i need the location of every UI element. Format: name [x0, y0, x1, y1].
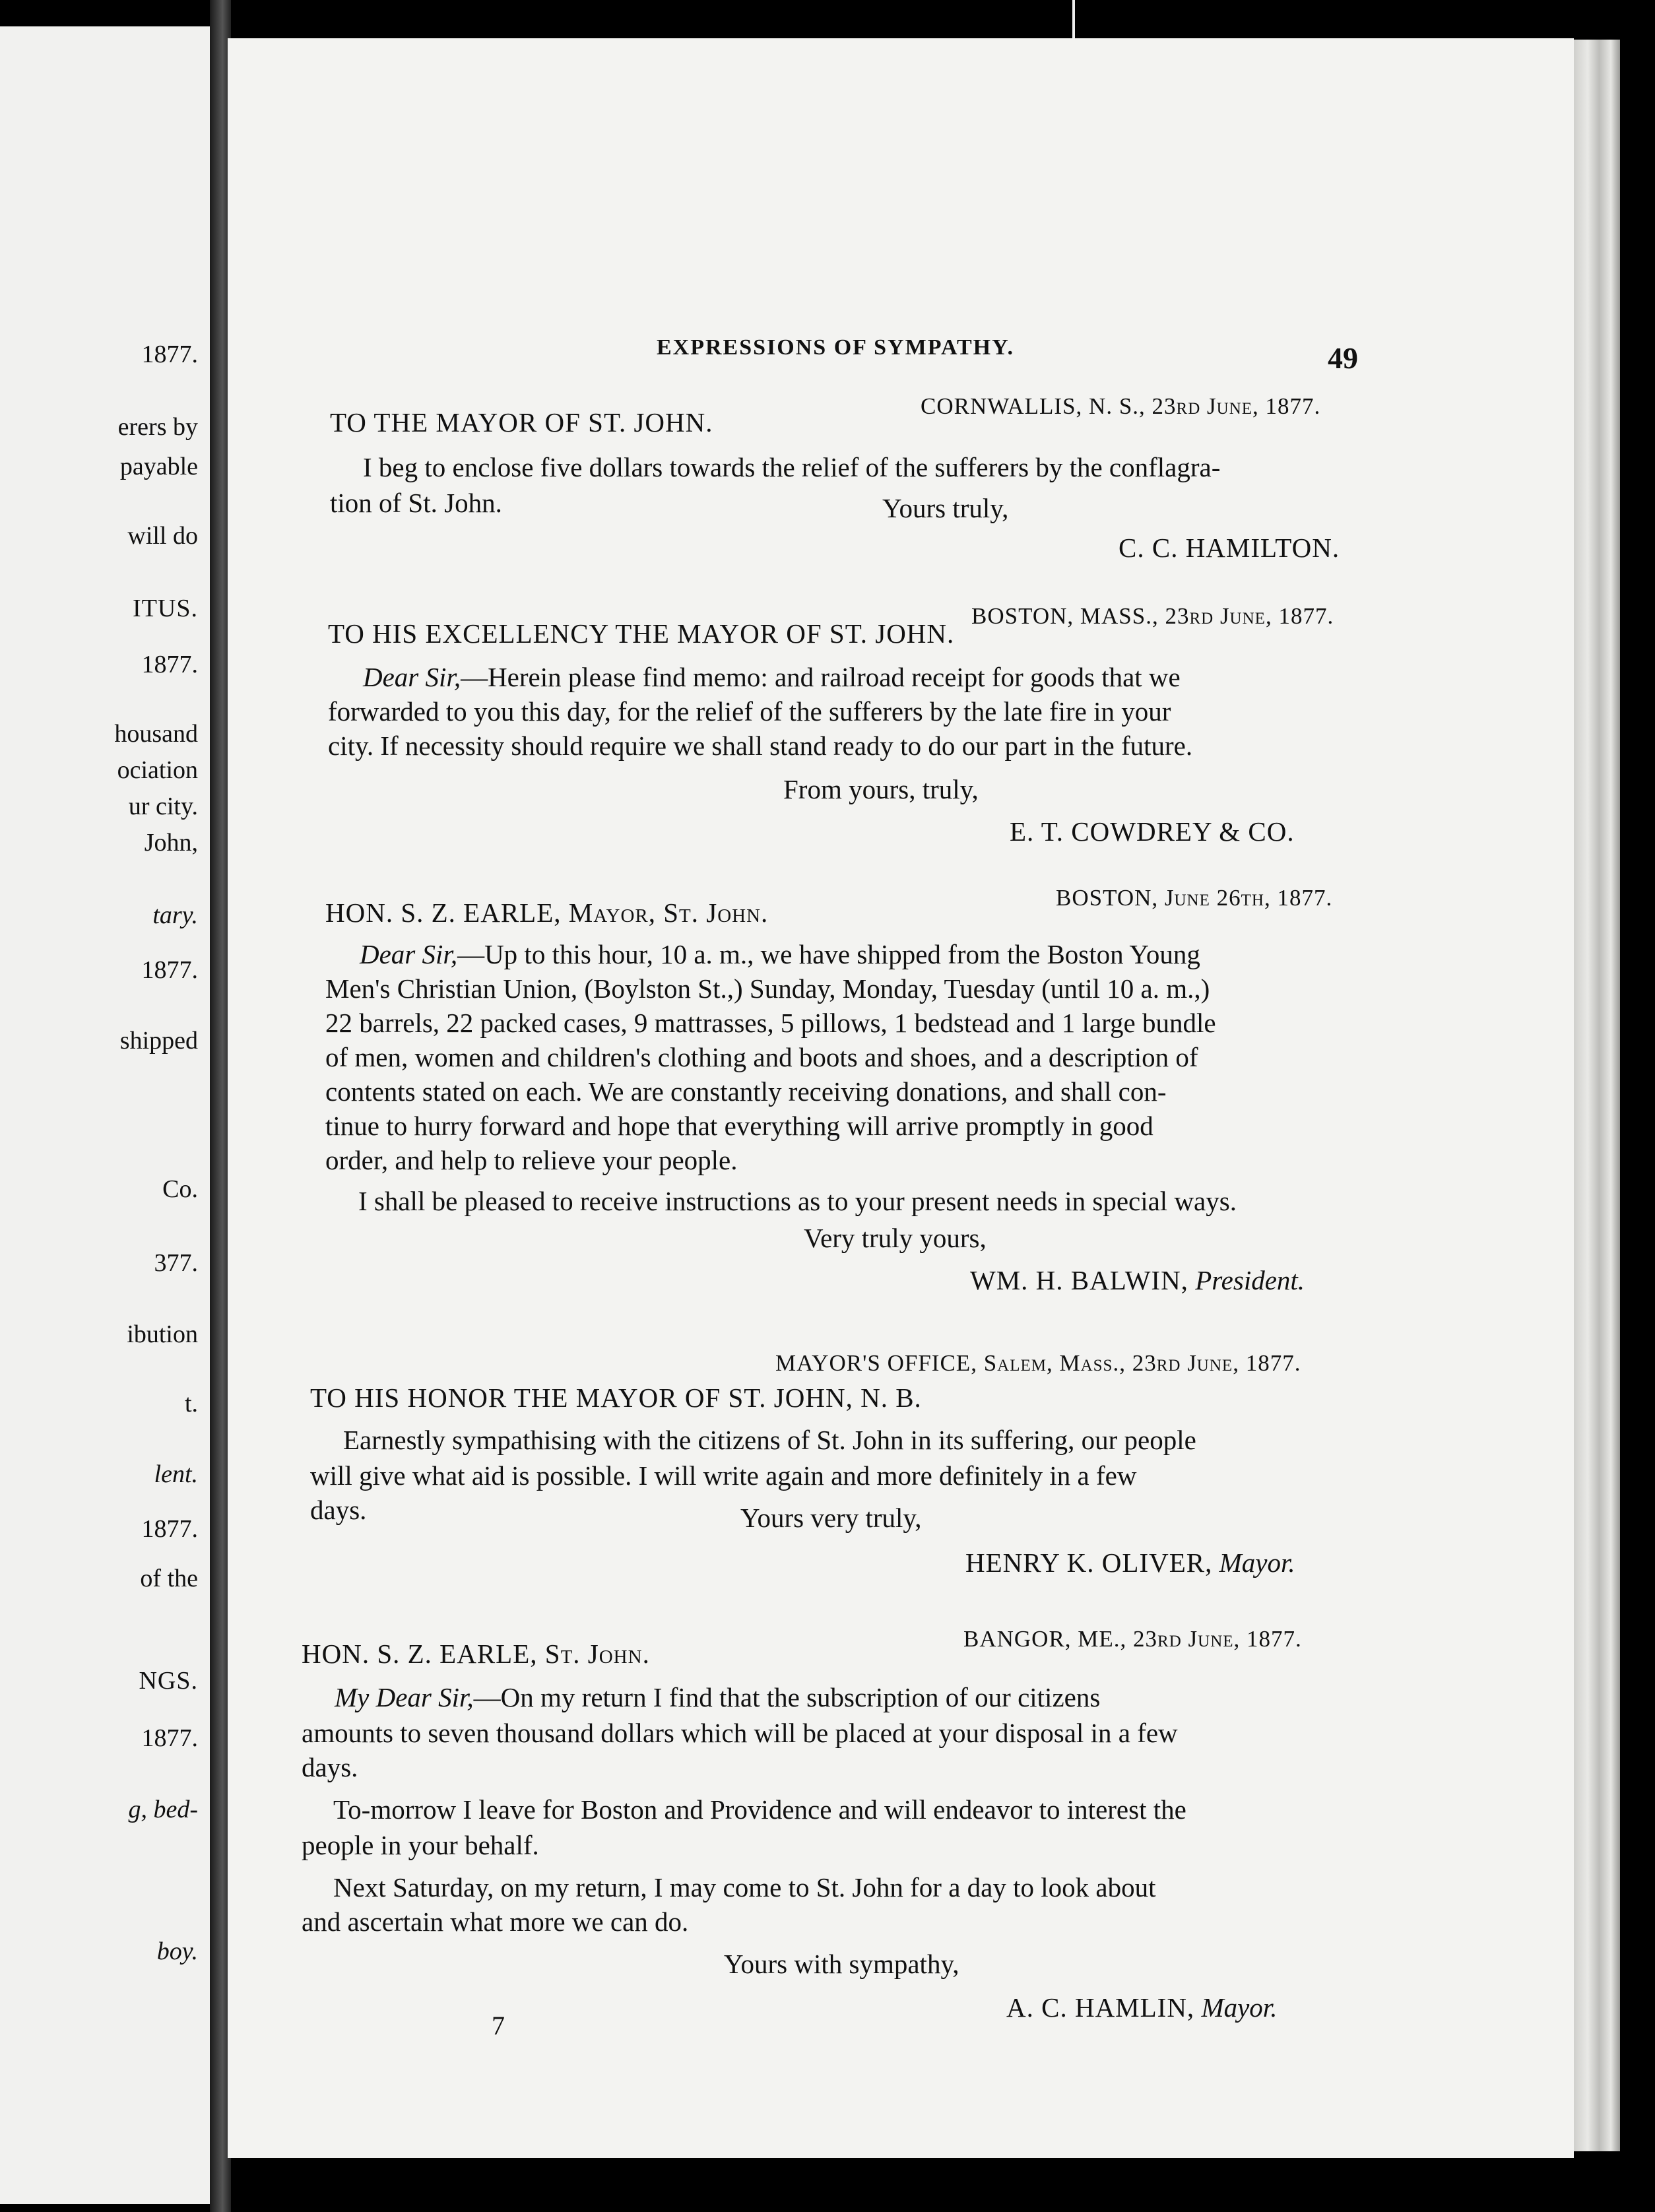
signature-mark: 7: [492, 2011, 505, 2040]
facing-page-fragment: t.: [184, 1390, 198, 1417]
facing-page-fragment: payable: [119, 453, 198, 480]
facing-page-fragment: erers by: [117, 413, 198, 441]
letter3-body-line: of men, women and children's clothing and boots and shoes, and a description of: [325, 1042, 1198, 1072]
facing-page-fragment: ur city.: [128, 793, 198, 820]
letter4-body-line: days.: [310, 1495, 367, 1525]
letter2-body-line: forwarded to you this day, for the relief of the sufferers by the late fire in your: [328, 696, 1171, 727]
letter3-closing: Very truly yours,: [804, 1223, 987, 1253]
letter5-greeting: My Dear Sir,: [335, 1682, 474, 1712]
letter1-signature: [1119, 535, 1340, 562]
facing-page-fragment: lent.: [154, 1460, 198, 1488]
facing-page: [0, 26, 210, 2204]
letter3-body-line: 22 barrels, 22 packed cases, 9 mattrasses, 5 pillows, 1 bedstead and 1 large bundle: [325, 1008, 1216, 1038]
letter5-body-text: —On my return I find that the subscription of our citizens: [473, 1682, 1101, 1712]
letter1-salutation: TO THE MAYOR OF ST. JOHN.: [330, 407, 713, 438]
letter1-closing: Yours truly,: [882, 493, 1009, 523]
facing-page-fragment: tary.: [152, 901, 198, 929]
letter2-body-line: [363, 664, 1181, 691]
running-header: EXPRESSIONS OF SYMPATHY.: [657, 335, 1015, 360]
facing-page-fragment: ITUS.: [133, 595, 198, 622]
letter4-body-line: will give what aid is possible. I will write again and more definitely in a few: [310, 1460, 1137, 1491]
scanner-mark: [1072, 0, 1075, 40]
letter5-body-line: Next Saturday, on my return, I may come to St. John for a day to look about: [333, 1872, 1156, 1903]
letter3-salutation: HON. S. Z. EARLE, Mayor, St. John.: [325, 897, 769, 928]
facing-page-fragment: boy.: [156, 1937, 198, 1965]
letter3-body-line: order, and help to relieve your people.: [325, 1145, 738, 1175]
letter5-body-line: To-morrow I leave for Boston and Providence and will endeavor to interest the: [333, 1794, 1186, 1825]
letter5-body-line: days.: [302, 1752, 358, 1782]
letter4-salutation: TO HIS HONOR THE MAYOR OF ST. JOHN, N. B.: [310, 1382, 922, 1413]
letter5-body-line: [335, 1684, 1100, 1711]
facing-page-fragment: Co.: [162, 1175, 198, 1203]
letter5-signature-title: Mayor.: [1201, 1992, 1278, 2023]
letter3-signature-title: President.: [1195, 1265, 1305, 1295]
facing-page-fragment: 1877.: [141, 1515, 198, 1543]
letter2-salutation: TO HIS EXCELLENCY THE MAYOR OF ST. JOHN.: [328, 618, 955, 649]
facing-page-fragment: of the: [140, 1565, 198, 1592]
letter4-signature-title: Mayor.: [1219, 1547, 1295, 1578]
letter3-place-date: BOSTON, June 26th, 1877.: [1056, 885, 1333, 911]
letter3-body-line: Men's Christian Union, (Boylston St.,) Sunday, Monday, Tuesday (until 10 a. m.,): [325, 973, 1210, 1004]
letter4-signature-name: HENRY K. OLIVER,: [965, 1547, 1213, 1578]
facing-page-fragment: 1877.: [141, 1724, 198, 1752]
letter2-place-date: BOSTON, MASS., 23rd June, 1877.: [971, 603, 1334, 629]
letter3-signature: [970, 1267, 1305, 1294]
letter5-body-line: amounts to seven thousand dollars which will be placed at your disposal in a few: [302, 1718, 1178, 1748]
letter2-closing: From yours, truly,: [783, 774, 979, 804]
facing-page-fragment: 377.: [154, 1249, 198, 1277]
letter3-body-text: —Up to this hour, 10 a. m., we have shipped from the Boston Young: [457, 939, 1200, 969]
letter1-body-line: I beg to enclose five dollars towards the relief of the sufferers by the conflagra-: [363, 452, 1221, 482]
letter4-place-date: MAYOR'S OFFICE, Salem, Mass., 23rd June, 1877.: [775, 1350, 1301, 1376]
facing-page-fragment: ibution: [127, 1320, 198, 1348]
facing-page-fragment: 1877.: [141, 651, 198, 678]
letter5-body-line: people in your behalf.: [302, 1830, 539, 1860]
letter5-signature: [1006, 1994, 1277, 2021]
letter3-body-line: tinue to hurry forward and hope that everything will arrive promptly in good: [325, 1111, 1153, 1141]
book-page: [228, 38, 1574, 2158]
letter5-closing: Yours with sympathy,: [724, 1949, 959, 1979]
facing-page-fragment: shipped: [119, 1027, 198, 1055]
letter2-signature-name: E. T. COWDREY & CO.: [1010, 816, 1295, 847]
facing-page-fragment: 1877.: [141, 956, 198, 984]
facing-page-fragment: 1877.: [141, 341, 198, 368]
facing-page-fragment: ociation: [117, 756, 198, 784]
letter1-body-line: tion of St. John.: [330, 488, 502, 518]
letter2-greeting: Dear Sir,: [363, 662, 461, 692]
facing-page-fragment: g, bed-: [128, 1796, 198, 1823]
letter3-greeting: Dear Sir,: [360, 939, 458, 969]
letter2-signature: [1010, 818, 1295, 845]
letter5-signature-name: A. C. HAMLIN,: [1006, 1992, 1195, 2023]
letter4-closing: Yours very truly,: [740, 1503, 922, 1533]
facing-page-fragment: housand: [114, 720, 198, 748]
facing-page-fragment: NGS.: [139, 1667, 198, 1695]
letter5-place-date: BANGOR, ME., 23rd June, 1877.: [963, 1626, 1302, 1652]
facing-page-fragment: John,: [144, 829, 198, 857]
letter4-body-line: Earnestly sympathising with the citizens of St. John in its suffering, our people: [343, 1425, 1196, 1455]
letter2-body-text: —Herein please find memo: and railroad receipt for goods that we: [461, 662, 1181, 692]
letter5-body-line: and ascertain what more we can do.: [302, 1906, 689, 1937]
letter3-body-line: contents stated on each. We are constantly receiving donations, and shall con-: [325, 1076, 1167, 1107]
page-number: 49: [1328, 341, 1358, 375]
facing-page-fragment: will do: [127, 522, 198, 550]
letter3-body-line: [360, 941, 1200, 968]
page-edge: [1574, 40, 1620, 2151]
letter3-signature-name: WM. H. BALWIN,: [970, 1265, 1188, 1295]
letter1-signature-name: C. C. HAMILTON.: [1119, 533, 1340, 563]
letter2-body-line: city. If necessity should require we shall stand ready to do our part in the future.: [328, 731, 1193, 761]
letter1-place-date: CORNWALLIS, N. S., 23rd June, 1877.: [921, 393, 1321, 419]
letter5-salutation: HON. S. Z. EARLE, St. John.: [302, 1639, 650, 1669]
letter4-signature: [965, 1549, 1295, 1577]
letter3-body-line: I shall be pleased to receive instructions as to your present needs in special ways.: [358, 1186, 1237, 1216]
